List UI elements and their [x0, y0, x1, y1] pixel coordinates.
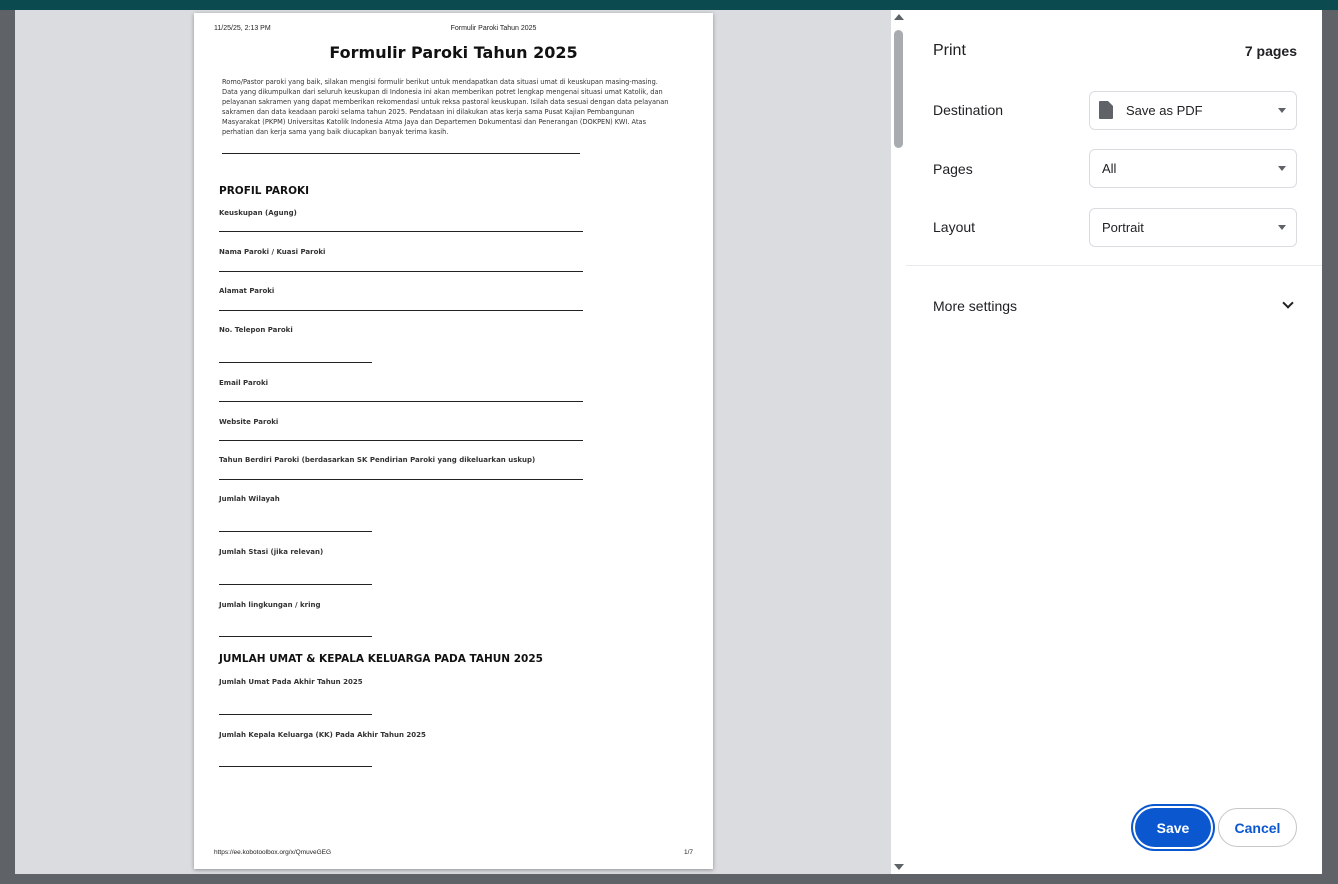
settings-divider	[906, 265, 1322, 266]
page-count: 7 pages	[1244, 43, 1297, 59]
field-label: Jumlah Wilayah	[219, 495, 280, 503]
field-label: Jumlah Kepala Keluarga (KK) Pada Akhir Tahun 2025	[219, 731, 426, 739]
print-settings-panel	[906, 10, 1322, 874]
scroll-up-arrow-icon[interactable]	[894, 14, 904, 20]
field-label: Jumlah Umat Pada Akhir Tahun 2025	[219, 678, 363, 686]
field-label: Email Paroki	[219, 379, 269, 387]
field-line	[219, 479, 583, 480]
field-line	[219, 362, 372, 363]
field-label: Jumlah lingkungan / kring	[219, 601, 321, 609]
dropdown-arrow-icon	[1278, 225, 1286, 230]
page-footer-url: https://ee.kobotoolbox.org/x/QmuveGEG	[214, 849, 332, 856]
dropdown-arrow-icon	[1278, 166, 1286, 171]
field-line	[219, 440, 583, 441]
section-jumlah-umat: JUMLAH UMAT & KEPALA KELUARGA PADA TAHUN 2025	[219, 653, 543, 665]
dropdown-arrow-icon	[1278, 108, 1286, 113]
field-line	[219, 584, 372, 585]
field-line	[219, 401, 583, 402]
layout-value: Portrait	[1102, 220, 1144, 235]
chevron-down-icon[interactable]	[1282, 297, 1293, 308]
document-title: Formulir Paroki Tahun 2025	[329, 43, 578, 62]
scroll-down-arrow-icon[interactable]	[894, 864, 904, 870]
pages-value: All	[1102, 161, 1117, 176]
destination-select[interactable]	[1089, 91, 1297, 130]
field-line	[219, 636, 372, 637]
more-settings-toggle[interactable]: More settings	[933, 298, 1018, 314]
field-label: Alamat Paroki	[219, 287, 275, 295]
field-label: Keuskupan (Agung)	[219, 209, 297, 217]
intro-paragraph: Romo/Pastor paroki yang baik, silakan mengisi formulir berikut untuk mendapatkan data situasi umat di keuskupan masing-masing. Data yang dikumpulkan dari seluruh keuskupan di Indonesia ini akan memberikan potret lengkap mengenai situasi umat Katolik, dan pelayanan sakramen yang dapat memberikan rekomendasi untuk reksa pastoral keuskupan. Isilah data sesuai dengan data pelayanan sakramen dan data keadaan paroki selama tahun 2025. Pendataan ini dilakukan atas kerja sama Pusat Kajian Pembangunan Masyarakat (PKPM) Universitas Katolik Indonesia Atma Jaya dan Departemen Dokumentasi dan Penerangan (DOKPEN) KWI. Atas perhatian dan kerja sama yang baik diucapkan banyak terima kasih.	[222, 78, 669, 136]
print-title: Print	[933, 42, 966, 59]
window-top-bar	[0, 0, 1338, 10]
print-dialog	[15, 10, 1322, 874]
page-header-date: 11/25/25, 2:13 PM	[214, 25, 271, 32]
field-label: No. Telepon Paroki	[219, 326, 293, 334]
preview-scrollbar[interactable]	[891, 10, 906, 874]
field-label: Tahun Berdiri Paroki (berdasarkan SK Pendirian Paroki yang dikeluarkan uskup)	[219, 456, 536, 464]
preview-page	[194, 13, 713, 869]
field-line	[219, 271, 583, 272]
field-line	[219, 531, 372, 532]
scrollbar-thumb[interactable]	[894, 30, 903, 148]
layout-select[interactable]	[1089, 208, 1297, 247]
intro-divider	[222, 153, 580, 154]
destination-value: Save as PDF	[1126, 103, 1203, 118]
field-line	[219, 766, 372, 767]
field-line	[219, 310, 583, 311]
page-header-title: Formulir Paroki Tahun 2025	[450, 25, 537, 32]
pages-label: Pages	[933, 161, 973, 177]
section-profil-paroki: PROFIL PAROKI	[219, 185, 310, 197]
destination-label: Destination	[933, 102, 1004, 118]
cancel-button[interactable]: Cancel	[1218, 808, 1297, 847]
print-preview-area	[15, 10, 891, 874]
field-line	[219, 714, 372, 715]
document-icon	[1099, 101, 1113, 119]
page-footer-number: 1/7	[683, 849, 693, 856]
field-line	[219, 231, 583, 232]
field-label: Nama Paroki / Kuasi Paroki	[219, 248, 326, 256]
field-label: Website Paroki	[219, 418, 279, 426]
layout-label: Layout	[933, 219, 976, 235]
save-button[interactable]: Save	[1135, 808, 1211, 847]
field-label: Jumlah Stasi (jika relevan)	[219, 548, 324, 556]
pages-select[interactable]	[1089, 149, 1297, 188]
